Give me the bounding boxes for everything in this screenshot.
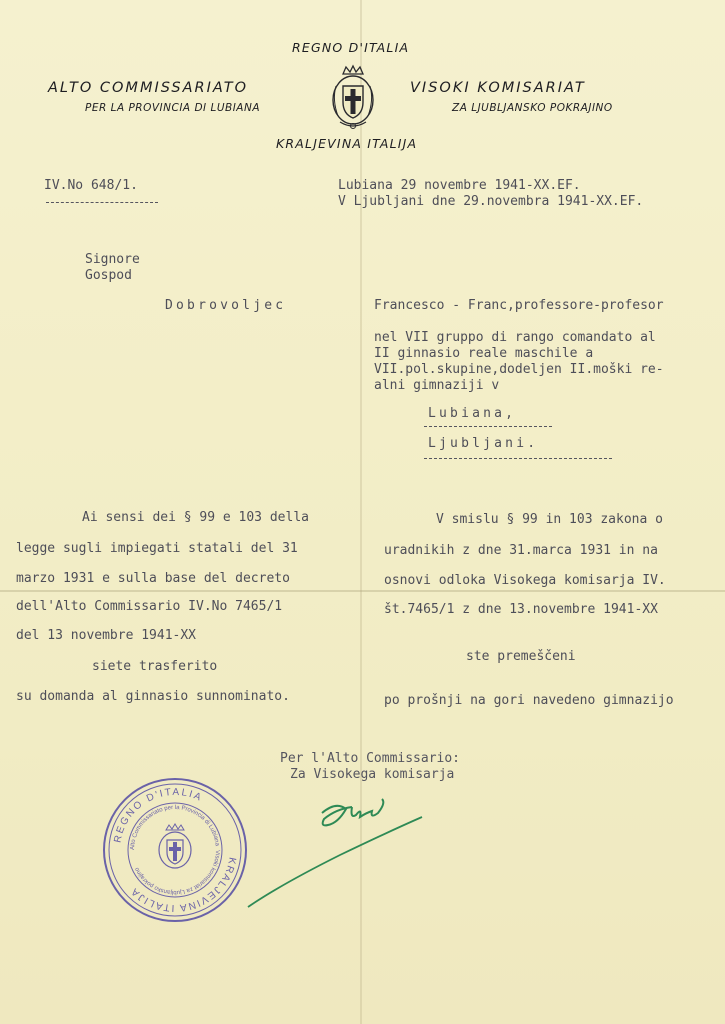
handwritten-signature bbox=[240, 795, 470, 915]
svg-text:Alto Commissariato per la Prov: Alto Commissariato per la Provincia di Lubiana bbox=[129, 804, 220, 851]
body-sl-line: uradnikih z dne 31.marca 1931 in na bbox=[384, 543, 658, 558]
city-sl-underline bbox=[424, 458, 612, 459]
body-it-line: Ai sensi dei § 99 e 103 della bbox=[82, 510, 309, 525]
signature-line-sl: Za Visokega komisarja bbox=[290, 767, 455, 782]
official-stamp bbox=[100, 776, 250, 924]
body-sl-line: V smislu § 99 in 103 zakona o bbox=[436, 512, 663, 527]
stamp-coat-of-arms-icon bbox=[159, 824, 191, 868]
salutation-sl: Gospod bbox=[85, 268, 132, 283]
reference-underline bbox=[46, 202, 158, 203]
svg-text:REGNO D'ITALIA: REGNO D'ITALIA bbox=[112, 786, 205, 844]
body-sl-line: po prošnji na gori navedeno gimnazijo bbox=[384, 693, 674, 708]
letterhead-province-it: PER LA PROVINCIA DI LUBIANA bbox=[85, 102, 261, 114]
addressee-line-4: VII.pol.skupine,dodeljen II.moški re- bbox=[374, 362, 664, 377]
body-it-line: siete trasferito bbox=[92, 659, 218, 674]
salutation-it: Signore bbox=[85, 252, 140, 267]
letterhead-province-sl: ZA LJUBLJANSKO POKRAJINO bbox=[452, 102, 613, 114]
addressee-surname: Dobrovoljec bbox=[165, 298, 287, 313]
body-sl-line: št.7465/1 z dne 13.novembre 1941-XX bbox=[384, 602, 658, 617]
city-it-underline bbox=[424, 426, 552, 427]
letterhead-kingdom-sl: KRALJEVINA ITALIJA bbox=[276, 136, 418, 151]
addressee-line-2: nel VII gruppo di rango comandato al bbox=[374, 330, 656, 345]
svg-text:KRALJEVINA ITALIJA: KRALJEVINA ITALIJA bbox=[128, 856, 238, 914]
letterhead-office-sl: VISOKI KOMISARIAT bbox=[410, 80, 586, 96]
coat-of-arms-icon bbox=[330, 64, 376, 132]
addressee-line-3: II ginnasio reale maschile a bbox=[374, 346, 594, 361]
body-it-line: del 13 novembre 1941-XX bbox=[16, 628, 197, 643]
signature-line-it: Per l'Alto Commissario: bbox=[280, 751, 461, 766]
body-it-line: su domanda al ginnasio sunnominato. bbox=[16, 689, 290, 704]
body-sl-line: osnovi odloka Visokega komisarja IV. bbox=[384, 573, 666, 588]
date-it: Lubiana 29 novembre 1941-XX.EF. bbox=[338, 178, 581, 193]
body-it-line: legge sugli impiegati statali del 31 bbox=[16, 541, 298, 556]
body-it-line: dell'Alto Commissario IV.No 7465/1 bbox=[16, 599, 283, 614]
reference-number: IV.No 648/1. bbox=[44, 178, 138, 193]
svg-text:Visoki komisariat za Ljubljans: Visoki komisariat za Ljubljansko pokrajino bbox=[134, 849, 221, 896]
city-sl: Ljubljani. bbox=[428, 436, 539, 451]
letterhead-office-it: ALTO COMMISSARIATO bbox=[48, 80, 249, 96]
date-sl: V Ljubljani dne 29.novembra 1941-XX.EF. bbox=[338, 194, 644, 209]
city-it: Lubiana, bbox=[428, 406, 517, 421]
paper-fold bbox=[0, 590, 725, 592]
letterhead-kingdom-it: REGNO D'ITALIA bbox=[292, 40, 410, 55]
body-it-line: marzo 1931 e sulla base del decreto bbox=[16, 571, 290, 586]
addressee-line-1: Francesco - Franc,professore-profesor bbox=[374, 298, 664, 313]
addressee-line-5: alni gimnaziji v bbox=[374, 378, 500, 393]
body-sl-line: ste premeščeni bbox=[466, 649, 576, 664]
